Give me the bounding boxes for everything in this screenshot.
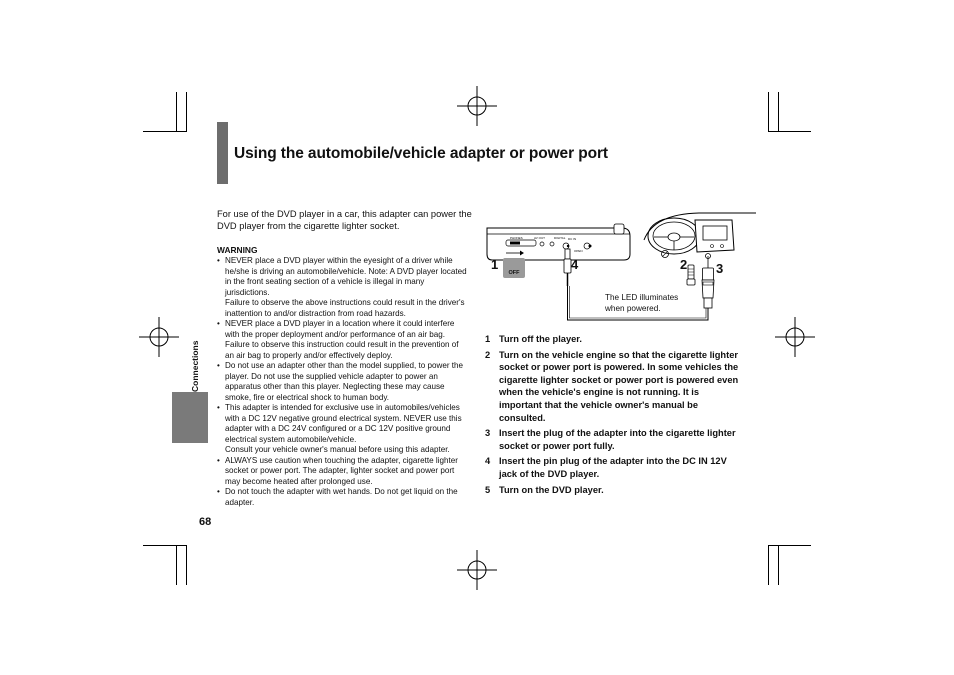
page-title: Using the automobile/vehicle adapter or power port	[234, 145, 608, 162]
step-number: 5	[485, 484, 491, 495]
registration-mark-left	[139, 317, 179, 357]
step-item	[485, 455, 740, 480]
warning-heading: WARNING	[217, 245, 258, 255]
step-item	[485, 333, 740, 346]
step-number: 2	[485, 349, 491, 360]
warning-text: Do not use an adapter other than the model supplied, to power the player. Do not use the supplied vehicle adapter to power an apparatus other than this player. Neglecting these may cause smoke, fire or electrical shock to human body.	[225, 361, 464, 402]
led-note-line: The LED illuminates	[605, 293, 679, 302]
warning-extra: Failure to observe the above instructions could result in the driver's inattention to and/or distraction from road hazards.	[225, 298, 465, 318]
warning-text: NEVER place a DVD player in a location where it could interfere with the proper deployment and/or performance of an air bag.	[225, 319, 455, 339]
warning-text: This adapter is intended for exclusive use in automobiles/vehicles with a DC 12V negative ground electrical system. NEVER use this adapter with a DC 24V configured or a DC 12V positive ground electrical system automobile/vehicle.	[225, 403, 462, 444]
warning-item	[217, 487, 467, 508]
diagram-label-2: 2	[680, 257, 688, 272]
warning-item	[217, 256, 467, 319]
led-note-line: when powered.	[605, 304, 661, 313]
warning-item	[217, 456, 467, 488]
section-tab	[172, 392, 208, 443]
step-number: 3	[485, 428, 491, 439]
warning-text: Do not touch the adapter with wet hands. Do not get liquid on the adapter.	[225, 487, 458, 507]
step-text: Turn on the vehicle engine so that the cigarette lighter socket or power port is powered. In some vehicles the cigarette lighter socket or power port is powered even when the vehicle's engine is not running. It is important that the vehicle owner's manual be consulted.	[499, 349, 739, 423]
registration-mark-top	[457, 86, 497, 126]
warning-extra: Failure to observe this instruction could result in the prevention of an air bag to properly and/or effectively deploy.	[225, 340, 459, 360]
registration-mark-bottom	[457, 550, 497, 590]
svg-text:AV OUT: AV OUT	[534, 236, 545, 240]
step-text: Turn off the player.	[499, 334, 582, 344]
diagram-label-1: 1	[491, 257, 499, 272]
svg-text:DIGITAL: DIGITAL	[554, 236, 566, 240]
svg-text:PHONES: PHONES	[510, 236, 523, 240]
title-accent-bar	[217, 122, 228, 184]
warning-extra: Consult your vehicle owner's manual before using this adapter.	[225, 445, 450, 454]
step-text: Insert the pin plug of the adapter into the DC IN 12V jack of the DVD player.	[499, 456, 727, 479]
step-number: 4	[485, 456, 491, 467]
warning-item	[217, 403, 467, 456]
warning-item	[217, 361, 467, 403]
warning-text: NEVER place a DVD player within the eyesight of a driver while he/she is driving an automobile/vehicle. Note: A DVD player located in the front seating section of a vehicle is illegal in many jurisdictions.	[225, 256, 467, 297]
step-item	[485, 349, 740, 425]
dvd-player-illustration	[487, 224, 630, 260]
step-item	[485, 427, 740, 452]
warning-list	[217, 256, 467, 508]
lighter-socket-illustration	[687, 265, 695, 285]
svg-text:DC IN: DC IN	[568, 237, 577, 241]
registration-mark-right	[775, 317, 815, 357]
led-note	[605, 292, 678, 314]
intro-paragraph: For use of the DVD player in a car, this adapter can power the DVD player from the cigarette lighter socket.	[217, 209, 472, 232]
adapter-plug-illustration	[702, 256, 714, 308]
section-tab-label: Connections	[190, 340, 200, 392]
warning-item	[217, 319, 467, 361]
instruction-steps	[485, 333, 740, 499]
car-interior-illustration	[644, 213, 756, 259]
step-number: 1	[485, 334, 491, 344]
off-button-illustration	[503, 258, 525, 278]
diagram-label-4: 4	[571, 257, 579, 272]
step-text: Insert the plug of the adapter into the cigarette lighter socket or power port fully.	[499, 428, 736, 451]
page-number: 68	[199, 516, 212, 528]
diagram-label-3: 3	[716, 261, 724, 276]
off-label: OFF	[508, 270, 520, 276]
warning-text: ALWAYS use caution when touching the adapter, cigarette lighter socket or power port. The adapter, lighter socket and power port may become heated after prolonged use.	[225, 455, 458, 486]
step-text: Turn on the DVD player.	[499, 484, 604, 495]
svg-text:OPEN: OPEN	[574, 249, 583, 253]
step-item	[485, 484, 740, 497]
